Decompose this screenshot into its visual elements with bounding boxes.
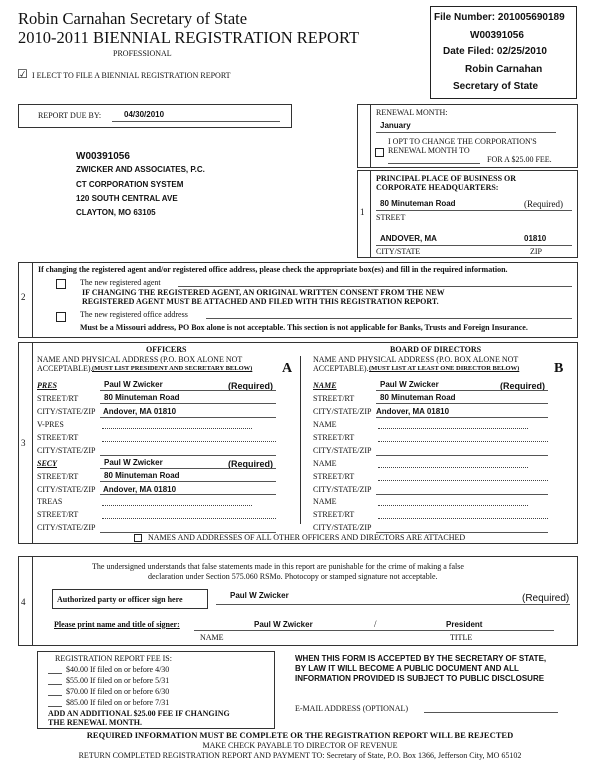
agent-warning-1: IF CHANGING THE REGISTERED AGENT, AN ORIGINAL WRITTEN CONSENT FROM THE NEW	[82, 288, 445, 297]
renewal-month: January	[380, 121, 411, 130]
return-address: RETURN COMPLETED REGISTRATION REPORT AND PAYMENT TO: Secretary of State, P.O. Box 1366, Jefferson City, MO 65102	[78, 751, 522, 760]
officers-sub: NAME AND PHYSICAL ADDRESS (P.O. BOX ALONE NOT	[37, 355, 243, 364]
vpres-city-input[interactable]	[100, 455, 276, 456]
directors-sub-2: ACCEPTABLE).	[313, 364, 369, 373]
director-4-label: NAME	[313, 497, 337, 506]
public-notice-2: BY LAW IT WILL BECOME A PUBLIC DOCUMENT AND ALL	[295, 664, 519, 673]
name-title-separator: /	[374, 619, 377, 629]
section-4-number: 4	[21, 597, 26, 607]
director-3-street-label: STREET/RT	[313, 472, 355, 481]
director-1-street: 80 Minuteman Road	[380, 393, 456, 402]
agent-line3: CLAYTON, MO 63105	[76, 208, 156, 217]
treas-street-input[interactable]	[102, 518, 276, 519]
name-caption: NAME	[200, 633, 224, 642]
secy-city: Andover, MA 01810	[103, 485, 177, 494]
entity-id: W00391056	[470, 30, 524, 41]
pres-street-label: STREET/RT	[37, 394, 79, 403]
pres-street: 80 Minuteman Road	[104, 393, 180, 402]
principal-city-label: CITY/STATE	[376, 247, 421, 256]
fee-item: $55.00 If filed on or before 5/31	[66, 676, 170, 685]
secy-name: Paul W Zwicker	[104, 458, 163, 467]
vpres-city-label: CITY/STATE/ZIP	[37, 446, 96, 455]
section-1-number: 1	[360, 207, 365, 217]
signature[interactable]: Paul W Zwicker	[230, 591, 289, 600]
report-due-label: REPORT DUE BY:	[38, 111, 102, 120]
officers-sub-2: ACCEPTABLE).	[37, 364, 93, 373]
officers-letter: A	[282, 361, 293, 376]
attached-checkbox[interactable]	[134, 534, 142, 542]
fee-item: $85.00 If filed on or before 7/31	[66, 698, 170, 707]
section-2-instruction: If changing the registered agent and/or registered office address, please check the appropriate box(es) and fill in the required information.	[38, 265, 508, 274]
director-4-street-input[interactable]	[378, 518, 548, 519]
agent-id: W00391056	[76, 151, 130, 162]
elect-label: I ELECT TO FILE A BIENNIAL REGISTRATION REPORT	[32, 71, 231, 80]
principal-zip: 01810	[524, 234, 547, 243]
new-agent-checkbox[interactable]	[56, 279, 66, 289]
directors-must: (MUST LIST AT LEAST ONE DIRECTOR BELOW)	[369, 365, 520, 372]
secy-label: SECY	[37, 459, 58, 468]
director-3-label: NAME	[313, 459, 337, 468]
renewal-month-input[interactable]	[388, 163, 480, 164]
director-2-street-input[interactable]	[378, 441, 548, 442]
signer-label: Authorized party or officer sign here	[57, 595, 183, 604]
email-input[interactable]	[424, 712, 558, 713]
directors-letter: B	[554, 361, 564, 376]
email-label: E-MAIL ADDRESS (OPTIONAL)	[295, 704, 409, 713]
director-2-city-label: CITY/STATE/ZIP	[313, 446, 372, 455]
renewal-label: RENEWAL MONTH:	[376, 108, 448, 117]
file-number: File Number: 201005690189	[434, 12, 565, 23]
principal-heading: PRINCIPAL PLACE OF BUSINESS OR	[376, 174, 517, 183]
new-office-label: The new registered office address	[80, 310, 188, 319]
treas-label: TREAS	[37, 497, 63, 506]
principal-street-label: STREET	[376, 213, 406, 222]
director-1-city-label: CITY/STATE/ZIP	[313, 407, 372, 416]
principal-required: (Required)	[524, 199, 563, 209]
form-subtitle: 2010-2011 BIENNIAL REGISTRATION REPORT	[18, 28, 360, 47]
new-agent-input[interactable]	[178, 286, 572, 287]
director-2-input[interactable]	[378, 428, 528, 429]
director-4-input[interactable]	[378, 505, 528, 506]
renewal-fee: FOR A $25.00 FEE.	[487, 155, 552, 164]
office-note: Must be a Missouri address, PO Box alone is not acceptable. This section is not applicable for Banks, Trusts and Foreign Insurance.	[80, 323, 528, 332]
treas-input[interactable]	[102, 505, 252, 506]
false-statement-2: declaration under Section 575.060 RSMo. Photocopy or stamped signature not acceptable.	[148, 572, 438, 581]
elect-checkbox[interactable]: ☑	[17, 67, 28, 81]
principal-heading-2: CORPORATE HEADQUARTERS:	[376, 183, 499, 192]
signer-name[interactable]: Paul W Zwicker	[254, 620, 313, 629]
vpres-label: V-PRES	[37, 420, 64, 429]
director-1-street-label: STREET/RT	[313, 394, 355, 403]
additional-fee: ADD AN ADDITIONAL $25.00 FEE IF CHANGING	[48, 709, 230, 718]
new-office-checkbox[interactable]	[56, 312, 66, 322]
required-warning: REQUIRED INFORMATION MUST BE COMPLETE OR THE REGISTRATION REPORT WILL BE REJECTED	[86, 730, 514, 740]
director-3-street-input[interactable]	[378, 480, 548, 481]
vpres-street-label: STREET/RT	[37, 433, 79, 442]
public-notice-3: INFORMATION PROVIDED IS SUBJECT TO PUBLIC DISCLOSURE	[295, 674, 545, 683]
public-notice-1: WHEN THIS FORM IS ACCEPTED BY THE SECRETARY OF STATE,	[295, 654, 547, 663]
director-1-city: Andover, MA 01810	[376, 407, 450, 416]
agent-warning-2: REGISTERED AGENT MUST BE ATTACHED AND FILED WITH THIS REGISTRATION REPORT.	[82, 297, 439, 306]
director-3-city-input[interactable]	[376, 494, 548, 495]
director-1-name: Paul W Zwicker	[380, 380, 439, 389]
pres-label: PRES	[37, 381, 58, 390]
signer-title[interactable]: President	[446, 620, 483, 629]
director-required: (Required)	[500, 381, 545, 391]
pres-name: Paul W Zwicker	[104, 380, 163, 389]
director-3-input[interactable]	[378, 467, 528, 468]
directors-heading: BOARD OF DIRECTORS	[390, 345, 482, 354]
vpres-input[interactable]	[102, 428, 252, 429]
secretary-name: Robin Carnahan	[465, 64, 543, 75]
renewal-opt-line1: I OPT TO CHANGE THE CORPORATION'S	[388, 137, 537, 146]
secy-street-label: STREET/RT	[37, 472, 79, 481]
directors-sub: NAME AND PHYSICAL ADDRESS (P.O. BOX ALONE NOT	[313, 355, 519, 364]
treas-street-label: STREET/RT	[37, 510, 79, 519]
director-2-label: NAME	[313, 420, 337, 429]
renewal-opt-line2: RENEWAL MONTH TO	[388, 146, 470, 155]
agent-company: ZWICKER AND ASSOCIATES, P.C.	[76, 165, 205, 174]
form-type: PROFESSIONAL	[113, 49, 172, 58]
secy-city-label: CITY/STATE/ZIP	[37, 485, 96, 494]
agent-line2: 120 SOUTH CENTRAL AVE	[76, 194, 178, 203]
attached-label: NAMES AND ADDRESSES OF ALL OTHER OFFICERS AND DIRECTORS ARE ATTACHED	[148, 533, 466, 542]
false-statement: The undersigned understands that false statements made in this report are punishable for the crime of making a false	[92, 562, 464, 571]
treas-city-label: CITY/STATE/ZIP	[37, 523, 96, 532]
director-4-city-label: CITY/STATE/ZIP	[313, 523, 372, 532]
new-agent-label: The new registered agent	[80, 278, 161, 287]
secretary-title: Secretary of State	[453, 81, 539, 92]
payable-note: MAKE CHECK PAYABLE TO DIRECTOR OF REVENUE	[202, 741, 398, 750]
section-2-number: 2	[21, 292, 26, 302]
secy-required: (Required)	[228, 459, 273, 469]
officers-heading: OFFICERS	[146, 345, 187, 354]
officers-must: (MUST LIST PRESIDENT AND SECRETARY BELOW)	[92, 365, 253, 372]
section-3	[18, 342, 578, 544]
new-office-input[interactable]	[206, 318, 572, 319]
form-title: Robin Carnahan Secretary of State	[18, 9, 248, 28]
signature-required: (Required)	[522, 593, 570, 604]
fee-item: $40.00 If filed on or before 4/30	[66, 665, 170, 674]
pres-city: Andover, MA 01810	[103, 407, 177, 416]
director-2-city-input[interactable]	[376, 455, 548, 456]
vpres-street-input[interactable]	[102, 441, 276, 442]
fee-item: $70.00 If filed on or before 6/30	[66, 687, 170, 696]
pres-required: (Required)	[228, 381, 273, 391]
principal-city: ANDOVER, MA	[380, 234, 437, 243]
principal-zip-label: ZIP	[530, 247, 542, 256]
additional-fee-2: THE RENEWAL MONTH.	[48, 718, 143, 727]
section-3-number: 3	[21, 438, 26, 448]
fee-heading: REGISTRATION REPORT FEE IS:	[55, 654, 172, 663]
date-filed: Date Filed: 02/25/2010	[443, 46, 547, 57]
change-renewal-checkbox[interactable]	[375, 148, 384, 157]
print-name-label: Please print name and title of signer:	[54, 620, 180, 629]
director-3-city-label: CITY/STATE/ZIP	[313, 485, 372, 494]
director-2-street-label: STREET/RT	[313, 433, 355, 442]
report-due-date: 04/30/2010	[124, 110, 165, 119]
director-1-label: NAME	[313, 381, 337, 390]
secy-street: 80 Minuteman Road	[104, 471, 180, 480]
director-4-street-label: STREET/RT	[313, 510, 355, 519]
principal-street: 80 Minuteman Road	[380, 199, 456, 208]
pres-city-label: CITY/STATE/ZIP	[37, 407, 96, 416]
title-caption: TITLE	[450, 633, 473, 642]
agent-line1: CT CORPORATION SYSTEM	[76, 180, 184, 189]
